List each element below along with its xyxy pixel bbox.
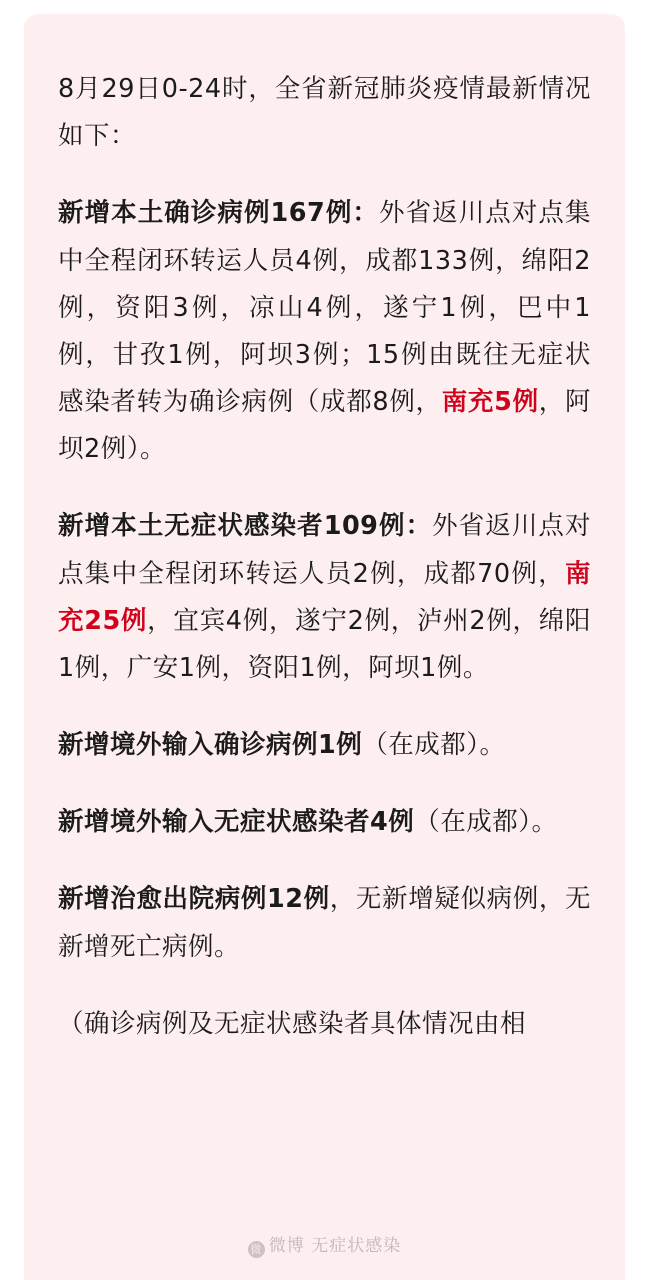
- local-asymptomatic-heading: 新增本土无症状感染者109例：: [58, 511, 433, 542]
- imported-asymptomatic-heading: 新增境外输入无症状感染者4例: [58, 807, 415, 838]
- local-asymptomatic-body-part1: 外省返川点对点集中全程闭环转运人员2例，成都70例，: [58, 511, 591, 589]
- epidemic-report-card: [24, 14, 625, 1280]
- intro-paragraph: [58, 66, 591, 160]
- local-asymptomatic-highlight-nanchong: 南充25例: [58, 558, 591, 636]
- intro-text: 8月29日0-24时，全省新冠肺炎疫情最新情况如下：: [58, 74, 591, 152]
- local-confirmed-body-part2: ，阿坝2例）。: [58, 387, 591, 465]
- local-asymptomatic-paragraph: [58, 503, 591, 692]
- recovered-paragraph: [58, 876, 591, 970]
- imported-confirmed-heading: 新增境外输入确诊病例1例: [58, 730, 363, 761]
- local-confirmed-body-part1: 外省返川点对点集中全程闭环转运人员4例，成都133例，绵阳2例，资阳3例，凉山4例，遂宁1例，巴中1例，甘孜1例，阿坝3例；15例由既往无症状感染者转为确诊病例（成都8例，: [58, 198, 591, 418]
- recovered-heading: 新增治愈出院病例12例: [58, 884, 330, 915]
- imported-asymptomatic-body: （在成都）。: [414, 807, 558, 838]
- local-confirmed-heading: 新增本土确诊病例167例：: [58, 198, 379, 229]
- watermark-text: 微博 无症状感染: [268, 1236, 402, 1256]
- footnote-paragraph: [58, 1001, 591, 1048]
- local-confirmed-highlight-nanchong: 南充5例: [441, 387, 539, 418]
- imported-confirmed-paragraph: [58, 722, 591, 769]
- footnote-text: （确诊病例及无症状感染者具体情况由相: [58, 1008, 527, 1039]
- local-confirmed-paragraph: [58, 190, 591, 473]
- weibo-logo-icon: 微: [248, 1241, 265, 1258]
- local-asymptomatic-body-part2: ，宜宾4例，遂宁2例，泸州2例，绵阳1例，广安1例，资阳1例，阿坝1例。: [58, 605, 591, 683]
- imported-asymptomatic-paragraph: [58, 799, 591, 846]
- imported-confirmed-body: （在成都）。: [362, 730, 506, 761]
- recovered-body: ，无新增疑似病例，无新增死亡病例。: [58, 884, 591, 962]
- watermark: [24, 1231, 625, 1258]
